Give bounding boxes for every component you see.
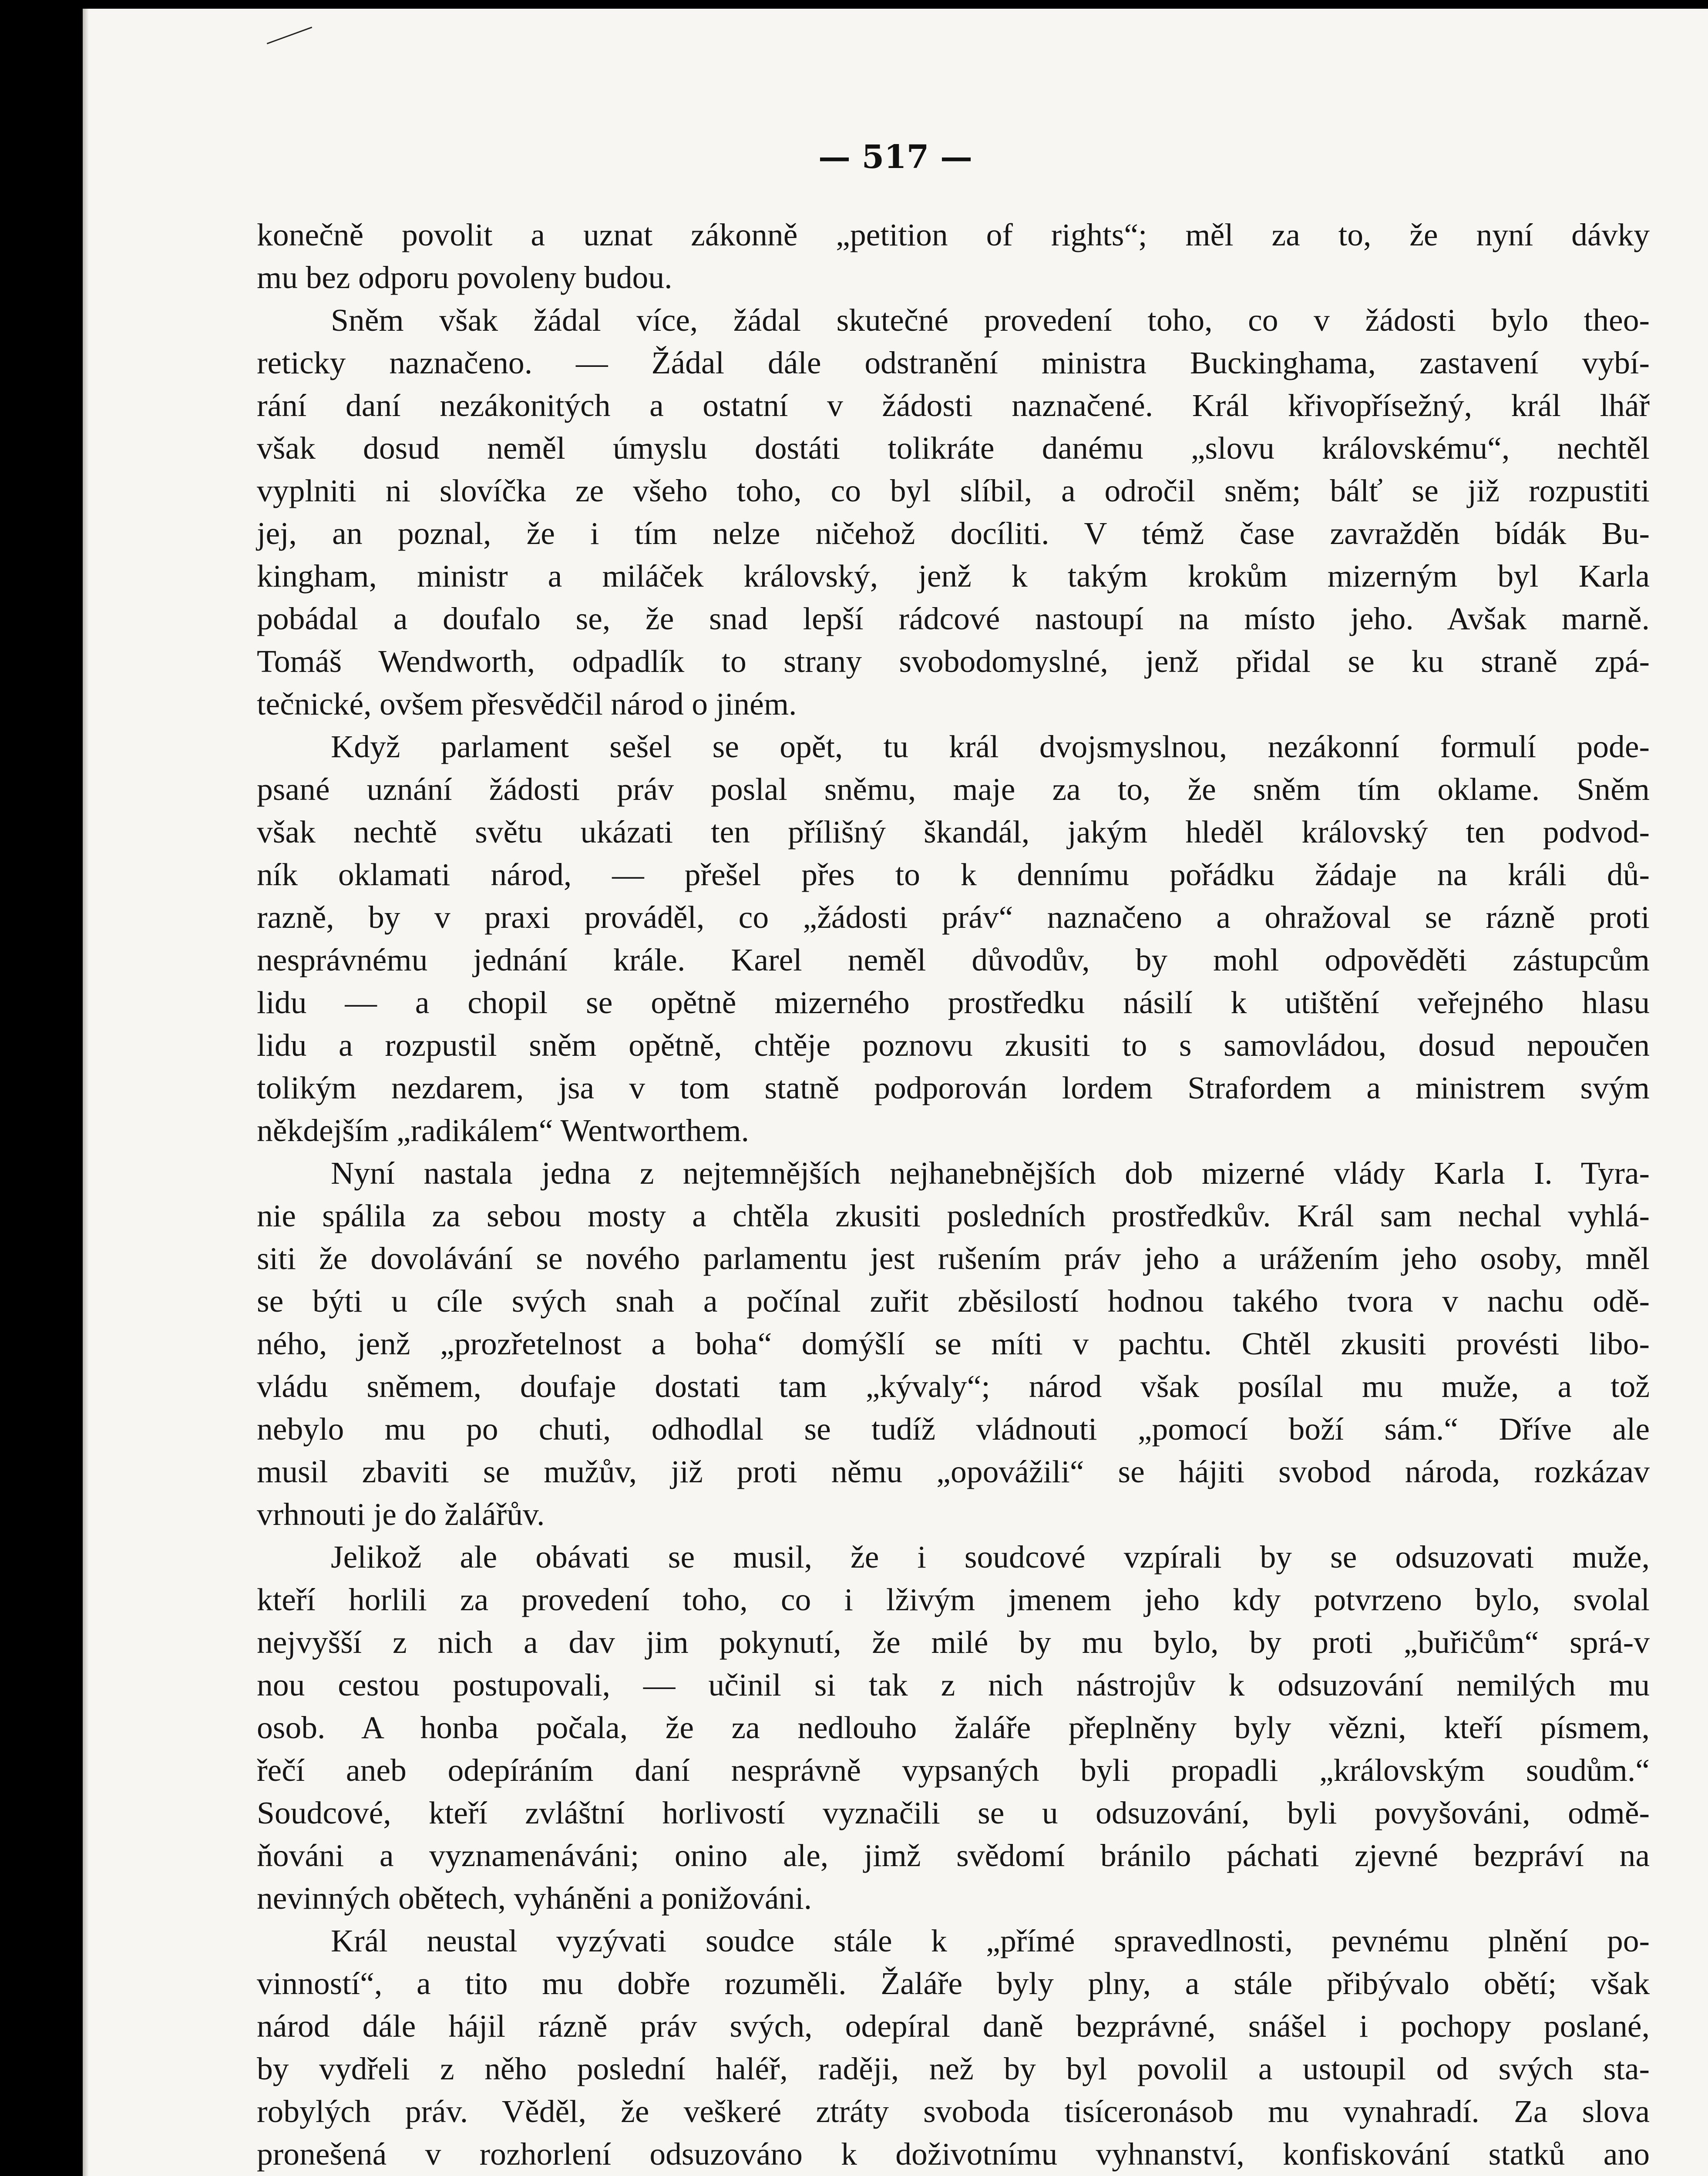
text-line: lidu a rozpustil sněm opětně, chtěje poznovu zkusiti to s samovládou, dosud nepoučen (257, 1027, 1650, 1063)
text-line: jej, an poznal, že i tím nelze ničehož docíliti. V témž čase zavražděn bídák Bu- (257, 515, 1650, 551)
text-line: vrhnouti je do žalářův. (257, 1496, 545, 1532)
paragraph-3 (257, 725, 1650, 1152)
text-line: vládu sněmem, doufaje dostati tam „kývaly“; národ však posílal mu muže, a tož (257, 1368, 1650, 1404)
paragraph-1 (257, 213, 1650, 299)
text-line: kteří horlili za provedení toho, co i lživým jmenem jeho kdy potvrzeno bylo, svolal (257, 1582, 1650, 1617)
paragraph-6 (257, 1919, 1650, 2176)
text-line: robylých práv. Věděl, že veškeré ztráty svoboda tisíceronásob mu vynahradí. Za slova (257, 2093, 1650, 2129)
body-text (257, 213, 1650, 2176)
text-line: nou cestou postupovali, — učinil si tak z nich nástrojův k odsuzování nemilých mu (257, 1667, 1650, 1703)
text-line: Nyní nastala jedna z nejtemnějších nejhanebnějších dob mizerné vlády Karla I. Tyra- (331, 1155, 1650, 1191)
text-line: tečnické, ovšem přesvědčil národ o jiném. (257, 686, 797, 722)
text-line: osob. A honba počala, že za nedlouho žaláře přeplněny byly vězni, kteří písmem, (257, 1709, 1650, 1745)
paragraph-5 (257, 1535, 1650, 1919)
text-line: někdejším „radikálem“ Wentworthem. (257, 1112, 750, 1148)
text-line: nevinných obětech, vyháněni a ponižováni. (257, 1880, 812, 1916)
text-line: řečí aneb odepíráním daní nesprávně vypsaných byli propadli „královským soudům.“ (257, 1752, 1650, 1788)
paragraph-4 (257, 1152, 1650, 1535)
text-line: mu bez odporu povoleny budou. (257, 259, 672, 295)
page-number: — 517 — (818, 138, 972, 176)
text-line: však nechtě světu ukázati ten přílišný škandál, jakým hleděl královský ten podvod- (257, 814, 1650, 850)
text-line: by vydřeli z něho poslední haléř, raději, než by byl povolil a ustoupil od svých sta- (257, 2051, 1650, 2086)
text-line: nie spálila za sebou mosty a chtěla zkusiti posledních prostředkův. Král sam nechal vyhlá- (257, 1198, 1650, 1233)
text-line: Když parlament sešel se opět, tu král dvojsmyslnou, nezákonní formulí pode- (331, 729, 1650, 764)
text-line: rání daní nezákonitých a ostatní v žádosti naznačené. Král křivopřísežný, král lhář (257, 387, 1650, 423)
text-line: tolikým nezdarem, jsa v tom statně podporován lordem Strafordem a ministrem svým (257, 1070, 1650, 1105)
text-line: Jelikož ale obávati se musil, že i soudcové vzpírali by se odsuzovati muže, (331, 1539, 1650, 1575)
text-line: však dosud neměl úmyslu dostáti tolikráte danému „slovu královskému“, nechtěl (257, 430, 1650, 466)
text-line: národ dále hájil rázně práv svých, odepíral daně bezprávné, snášel i pochopy poslané, (257, 2008, 1650, 2044)
text-line: ňováni a vyznamenáváni; onino ale, jimž svědomí bránilo páchati zjevné bezpráví na (257, 1837, 1650, 1873)
text-line: Soudcové, kteří zvláštní horlivostí vyznačili se u odsuzování, byli povyšováni, odmě- (257, 1795, 1650, 1830)
text-line: vyplniti ni slovíčka ze všeho toho, co byl slíbil, a odročil sněm; bálť se již rozpustiti (257, 473, 1650, 508)
text-line: pronešená v rozhorlení odsuzováno k doživotnímu vyhnanství, konfiskování statků ano (257, 2136, 1650, 2172)
text-line: ník oklamati národ, — přešel přes to k dennímu pořádku žádaje na králi dů- (257, 856, 1650, 892)
text-line: konečně povolit a uznat zákonně „petition of rights“; měl za to, že nyní dávky (257, 217, 1650, 252)
text-line: pobádal a doufalo se, že snad lepší rádcové nastoupí na místo jeho. Avšak marně. (257, 601, 1650, 636)
text-line: se býti u cíle svých snah a počínal zuřit zběsilostí hodnou takého tvora v nachu odě- (257, 1283, 1650, 1319)
text-line: kingham, ministr a miláček královský, jenž k takým krokům mizerným byl Karla (257, 558, 1650, 594)
text-line: siti že dovolávání se nového parlamentu jest rušením práv jeho a urážením jeho osoby, mněl (257, 1240, 1650, 1276)
text-line: nesprávnému jednání krále. Karel neměl důvodův, by mohl odpověděti zástupcům (257, 942, 1650, 977)
text-line: Sněm však žádal více, žádal skutečné provedení toho, co v žádosti bylo theo- (331, 302, 1650, 338)
text-line: Tomáš Wendworth, odpadlík to strany svobodomyslné, jenž přidal se ku straně zpá- (257, 643, 1650, 679)
text-line: psané uznání žádosti práv poslal sněmu, maje za to, že sněm tím oklame. Sněm (257, 771, 1650, 807)
text-line: nebylo mu po chuti, odhodlal se tudíž vládnouti „pomocí boží sám.“ Dříve ale (257, 1411, 1650, 1447)
text-line: reticky naznačeno. — Žádal dále odstranění ministra Buckinghama, zastavení vybí- (257, 345, 1650, 380)
text-line: vinností“, a tito mu dobře rozuměli. Žaláře byly plny, a stále přibývalo obětí; však (257, 1965, 1650, 2001)
text-line: ného, jenž „prozřetelnost a boha“ domýšlí se míti v pachtu. Chtěl zkusiti provésti libo- (257, 1326, 1650, 1361)
text-line: lidu — a chopil se opětně mizerného prostředku násilí k utištění veřejného hlasu (257, 984, 1650, 1020)
text-line: razně, by v praxi prováděl, co „žádosti práv“ naznačeno a ohražoval se rázně proti (257, 899, 1650, 935)
page-binding-edge (83, 9, 89, 2176)
book-page (83, 9, 1708, 2176)
pencil-mark (267, 27, 312, 44)
text-line: nejvyšší z nich a dav jim pokynutí, že milé by mu bylo, by proti „buřičům“ sprá-v (257, 1624, 1650, 1660)
text-line: Král neustal vyzývati soudce stále k „přímé spravedlnosti, pevnému plnění po- (331, 1923, 1650, 1958)
paragraph-2 (257, 299, 1650, 725)
text-line: musil zbaviti se mužův, již proti němu „opovážili“ se hájiti svobod národa, rozkázav (257, 1454, 1650, 1489)
